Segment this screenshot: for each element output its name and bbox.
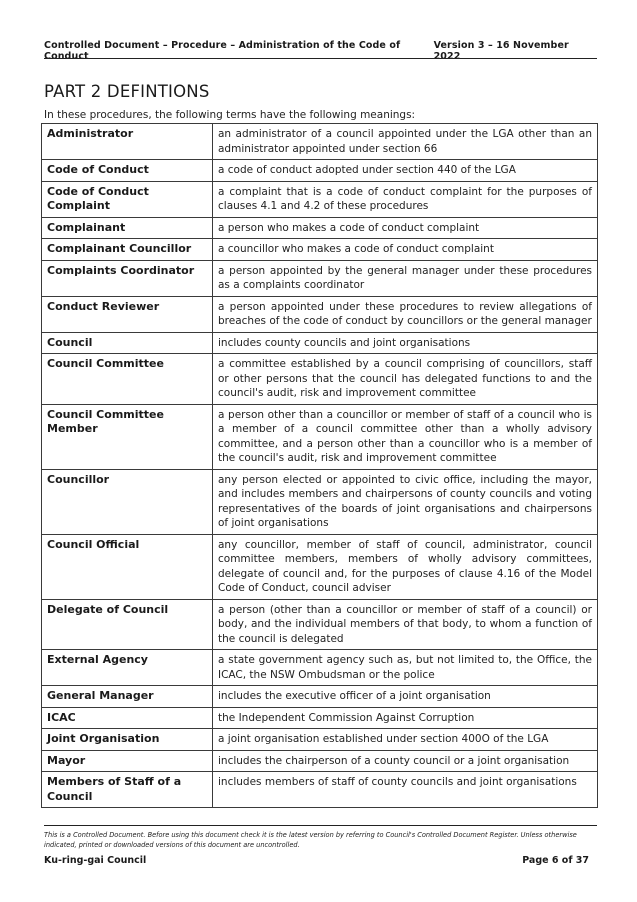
table-row: [42, 181, 598, 217]
definition-term: ICAC: [42, 707, 213, 729]
table-row: [42, 239, 598, 261]
table-row: [42, 404, 598, 469]
organisation-name: Ku-ring-gai Council: [44, 855, 147, 866]
definition-text: the Independent Commission Against Corruption: [213, 707, 598, 729]
table-row: [42, 707, 598, 729]
definition-text: includes the executive officer of a joint organisation: [213, 686, 598, 708]
definition-term: External Agency: [42, 650, 213, 686]
definition-text: a joint organisation established under section 400O of the LGA: [213, 729, 598, 751]
definition-term: Mayor: [42, 750, 213, 772]
definition-term: General Manager: [42, 686, 213, 708]
definition-text: a person other than a councillor or member of staff of a council who is a member of a council committee other than a wholly advisory committee, and a person other than a councillor who is a member of the council's audit, risk and improvement committee: [213, 404, 598, 469]
definition-term: Councillor: [42, 469, 213, 534]
table-row: [42, 260, 598, 296]
table-row: [42, 729, 598, 751]
intro-text: In these procedures, the following terms have the following meanings:: [44, 109, 416, 121]
document-title: Controlled Document – Procedure – Administration of the Code of Conduct: [44, 40, 401, 62]
definition-text: a complaint that is a code of conduct complaint for the purposes of clauses 4.1 and 4.2 of these procedures: [213, 181, 598, 217]
definition-term: Members of Staff of a Council: [42, 772, 213, 808]
table-row: [42, 772, 598, 808]
table-row: [42, 599, 598, 650]
definition-term: Council Official: [42, 534, 213, 599]
definition-term: Conduct Reviewer: [42, 296, 213, 332]
table-row: [42, 686, 598, 708]
header-divider: [44, 58, 597, 59]
definition-term: Code of Conduct Complaint: [42, 181, 213, 217]
definition-text: includes members of staff of county councils and joint organisations: [213, 772, 598, 808]
definition-term: Code of Conduct: [42, 160, 213, 182]
table-row: [42, 650, 598, 686]
definition-term: Complainant Councillor: [42, 239, 213, 261]
table-row: [42, 750, 598, 772]
table-row: [42, 354, 598, 405]
footer-divider: [44, 825, 597, 826]
table-row: [42, 160, 598, 182]
table-row: [42, 332, 598, 354]
page-footer: [44, 855, 589, 866]
table-row: [42, 469, 598, 534]
page-number: Page 6 of 37: [522, 855, 589, 866]
definition-text: any person elected or appointed to civic office, including the mayor, and includes members and chairpersons of county councils and voting representatives of the boards of joint organisations and chairpersons of joint organisations: [213, 469, 598, 534]
definition-term: Council Committee Member: [42, 404, 213, 469]
table-row: [42, 217, 598, 239]
document-version: Version 3 – 16 November 2022: [433, 40, 569, 62]
table-row: [42, 124, 598, 160]
definition-term: Administrator: [42, 124, 213, 160]
definition-text: a person (other than a councillor or member of staff of a council) or body, and the individual members of that body, to whom a function of the council is delegated: [213, 599, 598, 650]
table-row: [42, 296, 598, 332]
definitions-table: [41, 123, 598, 808]
definition-text: an administrator of a council appointed under the LGA other than an administrator appointed under section 66: [213, 124, 598, 160]
definition-term: Delegate of Council: [42, 599, 213, 650]
section-title: PART 2 DEFINTIONS: [44, 82, 210, 101]
definition-term: Complaints Coordinator: [42, 260, 213, 296]
controlled-document-disclaimer: This is a Controlled Document. Before using this document check it is the latest version by referring to Council's Controlled Document Register. Unless otherwise indicated, printed or downloaded versions of this document are uncontrolled.: [44, 831, 577, 849]
definition-text: a person who makes a code of conduct complaint: [213, 217, 598, 239]
definition-text: a committee established by a council comprising of councillors, staff or other persons that the council has delegated functions to and the council's audit, risk and improvement committee: [213, 354, 598, 405]
definition-text: a state government agency such as, but not limited to, the Office, the ICAC, the NSW Ombudsman or the police: [213, 650, 598, 686]
definition-text: a councillor who makes a code of conduct complaint: [213, 239, 598, 261]
definition-text: a person appointed by the general manager under these procedures as a complaints coordinator: [213, 260, 598, 296]
definition-text: any councillor, member of staff of council, administrator, council committee members, members of wholly advisory committees, delegate of council and, for the purposes of clause 4.16 of the Model Code of Conduct, council adviser: [213, 534, 598, 599]
definition-text: a code of conduct adopted under section 440 of the LGA: [213, 160, 598, 182]
definition-term: Joint Organisation: [42, 729, 213, 751]
definition-term: Complainant: [42, 217, 213, 239]
definition-text: includes the chairperson of a county council or a joint organisation: [213, 750, 598, 772]
definition-term: Council: [42, 332, 213, 354]
definition-text: includes county councils and joint organisations: [213, 332, 598, 354]
table-row: [42, 534, 598, 599]
definition-term: Council Committee: [42, 354, 213, 405]
definition-text: a person appointed under these procedures to review allegations of breaches of the code of conduct by councillors or the general manager: [213, 296, 598, 332]
